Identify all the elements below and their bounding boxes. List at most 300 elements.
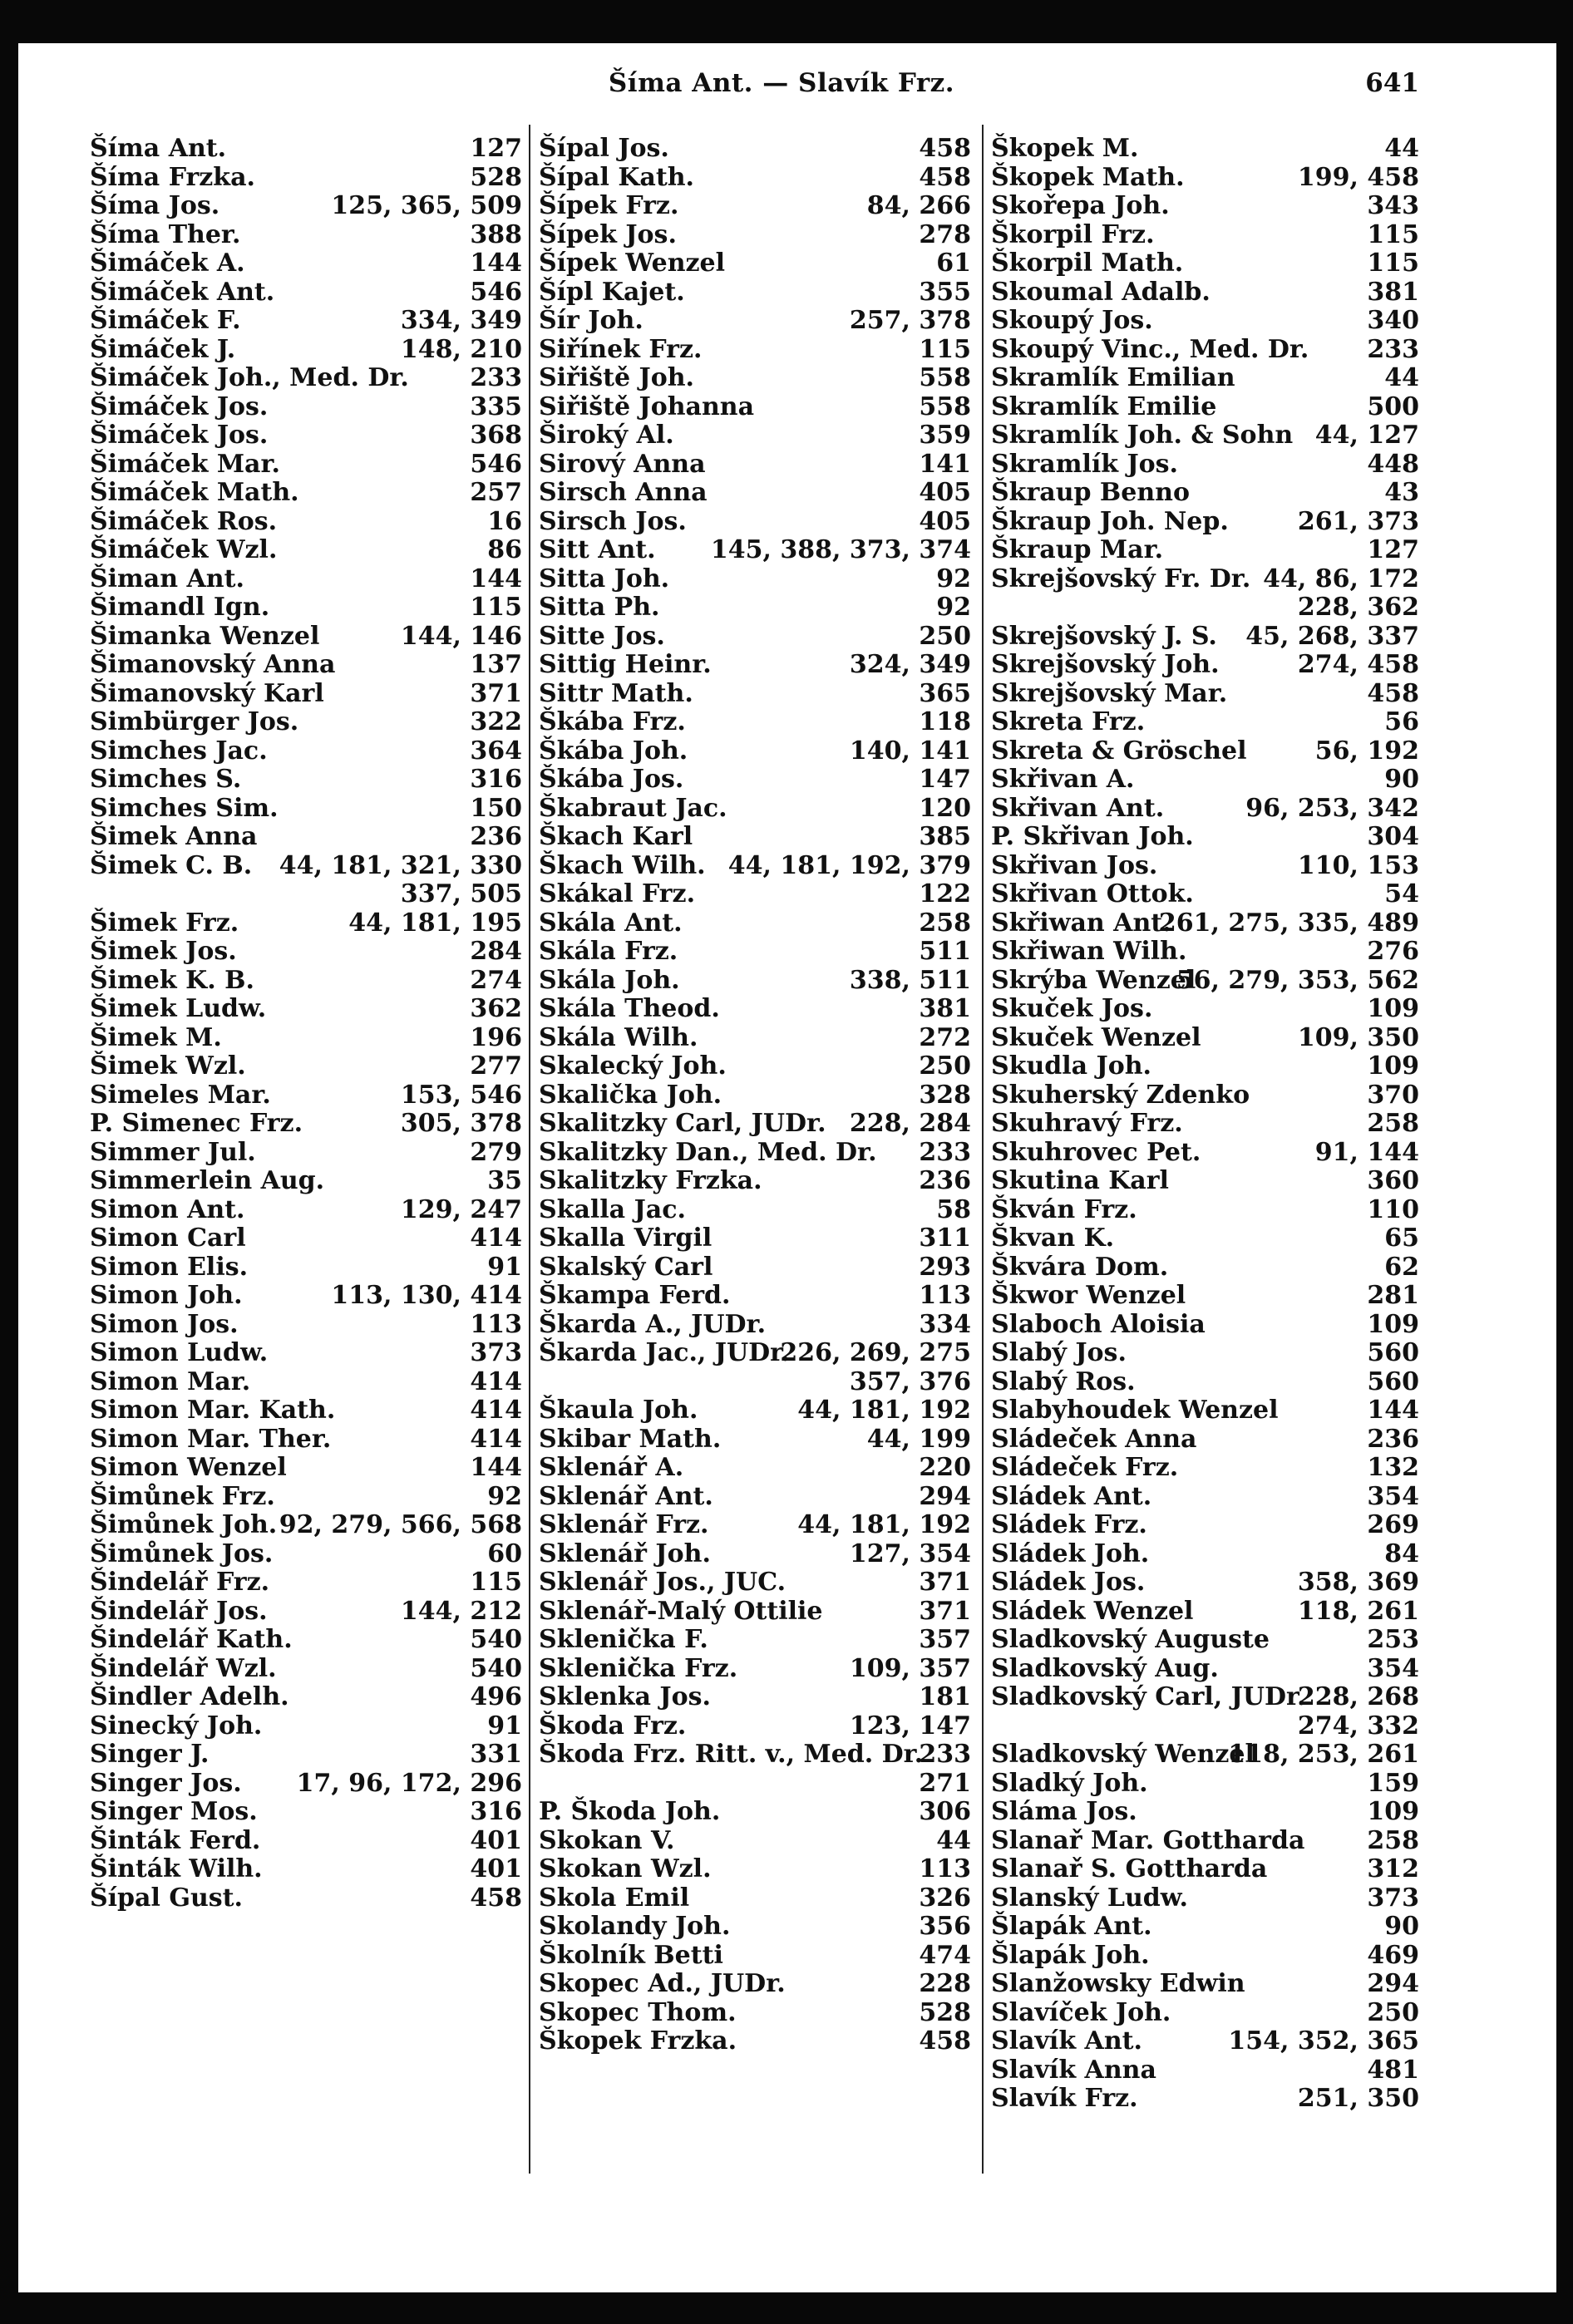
entry-pages: 560: [1367, 1366, 1419, 1396]
index-entry: [90, 164, 522, 193]
entry-name: Sklenička F.: [539, 1625, 708, 1654]
entry-pages: 414: [470, 1396, 522, 1425]
entry-name: Sladký Joh.: [991, 1768, 1148, 1798]
index-entry: [991, 479, 1419, 508]
entry-pages: 140, 141: [849, 736, 971, 766]
entry-pages: 304: [1367, 822, 1419, 851]
entry-pages: 113: [470, 1309, 522, 1339]
entry-pages: 113, 130, 414: [331, 1281, 522, 1310]
entry-pages: 405: [919, 478, 971, 507]
entry-name: Škába Jos.: [539, 765, 684, 794]
entry-pages: 236: [919, 1166, 971, 1195]
index-entry: [991, 249, 1419, 278]
scan-border-right: [1556, 0, 1573, 2324]
index-entry: [991, 1770, 1419, 1799]
entry-pages: 56: [1384, 707, 1419, 736]
index-entry: [991, 708, 1419, 737]
entry-name: Šimek C. B.: [90, 850, 253, 880]
index-entry: [90, 1224, 522, 1253]
index-entry: [539, 1425, 971, 1455]
entry-pages: 144: [470, 564, 522, 593]
entry-pages: 272: [919, 1022, 971, 1052]
entry-name: Šimáček Wzl.: [90, 535, 278, 564]
index-entry: [539, 1683, 971, 1712]
scan-border-top: [0, 0, 1573, 43]
entry-pages: 44, 181, 192: [797, 1510, 971, 1539]
entry-pages: 250: [919, 621, 971, 651]
index-entry: [539, 1741, 971, 1798]
entry-name: Sklenka Jos.: [539, 1682, 711, 1711]
index-entry: [539, 536, 971, 565]
entry-name: Skřivan Jos.: [991, 850, 1158, 880]
index-entry: [539, 1626, 971, 1655]
entry-pages: 118, 253, 261: [1228, 1740, 1419, 1769]
entry-pages: 253: [1367, 1625, 1419, 1654]
entry-pages-continued: 274, 332: [1297, 1711, 1419, 1741]
entry-pages: 558: [919, 363, 971, 392]
index-entry: [991, 766, 1419, 795]
entry-name: Škarda A., JUDr.: [539, 1309, 767, 1339]
entry-pages: 261, 373: [1297, 506, 1419, 536]
entry-pages: 458: [1367, 678, 1419, 708]
entry-name: Šíma Ant.: [90, 134, 227, 163]
index-entry: [90, 1741, 522, 1770]
entry-pages: 373: [470, 1338, 522, 1367]
entry-name: Šimek K. B.: [90, 965, 254, 995]
entry-pages: 458: [470, 1883, 522, 1913]
entry-name: Sklenář Joh.: [539, 1539, 711, 1568]
index-entry: [90, 1483, 522, 1512]
index-entry: [991, 1741, 1419, 1770]
entry-name: Simon Mar. Ther.: [90, 1424, 332, 1454]
entry-name: Šír Joh.: [539, 306, 644, 335]
index-entry: [539, 623, 971, 652]
index-entry: [90, 995, 522, 1024]
entry-name: Škopek M.: [991, 134, 1139, 163]
column-divider: [529, 125, 530, 2174]
index-entry: [991, 1655, 1419, 1684]
index-entry: [539, 852, 971, 881]
entry-name: Skreta & Gröschel: [991, 736, 1247, 766]
page-title: Šíma Ant. — Slavík Frz.: [608, 68, 955, 98]
entry-pages: 360: [1367, 1166, 1419, 1195]
index-entry: [90, 249, 522, 278]
index-entry: [90, 451, 522, 480]
entry-pages: 127: [470, 134, 522, 163]
index-entry: [539, 995, 971, 1024]
entry-pages: 368: [470, 421, 522, 450]
entry-pages: 358, 369: [1297, 1568, 1419, 1597]
entry-name: Šíma Jos.: [90, 191, 220, 220]
index-entry: [539, 393, 971, 422]
index-entry: [90, 1110, 522, 1139]
entry-pages: 414: [470, 1366, 522, 1396]
entry-name: Šípal Jos.: [539, 134, 669, 163]
entry-name: Šípal Gust.: [90, 1883, 243, 1913]
entry-name: Skřivan Ant.: [991, 793, 1165, 823]
entry-name: Šimáček F.: [90, 306, 241, 335]
entry-name: Školník Betti: [539, 1940, 723, 1970]
entry-name: Skuček Wenzel: [991, 1022, 1201, 1052]
index-entry: [539, 1339, 971, 1396]
entry-pages: 109: [1367, 1051, 1419, 1081]
entry-pages: 109: [1367, 994, 1419, 1023]
entry-pages: 141: [919, 449, 971, 479]
entry-pages: 448: [1367, 449, 1419, 479]
index-entry: [539, 249, 971, 278]
index-entry: [539, 278, 971, 308]
entry-name: Simon Ant.: [90, 1194, 245, 1224]
index-entry: [90, 565, 522, 594]
index-entry: [539, 1712, 971, 1741]
index-entry: [539, 967, 971, 996]
entry-pages: 144, 212: [400, 1596, 522, 1626]
entry-pages: 228, 284: [849, 1109, 971, 1138]
entry-pages: 118: [919, 707, 971, 736]
index-entry: [539, 909, 971, 938]
index-entry: [90, 737, 522, 766]
index-entry: [991, 565, 1419, 623]
index-entry: [991, 1568, 1419, 1598]
entry-name: Šimek Jos.: [90, 937, 237, 966]
entry-pages: 125, 365, 509: [331, 191, 522, 220]
entry-name: Šípal Kath.: [539, 162, 694, 192]
entry-pages: 144: [1367, 1396, 1419, 1425]
entry-name: Skramlík Joh. & Sohn: [991, 421, 1294, 450]
entry-pages: 305, 378: [400, 1109, 522, 1138]
entry-pages: 115: [919, 334, 971, 364]
entry-pages: 357: [919, 1625, 971, 1654]
entry-name: Slanžowsky Edwin: [991, 1969, 1245, 1998]
index-entry: [991, 909, 1419, 938]
entry-name: Skalitzky Dan., Med. Dr.: [539, 1137, 877, 1167]
entry-pages: 109: [1367, 1309, 1419, 1339]
index-entry: [539, 766, 971, 795]
entry-pages: 148, 210: [400, 334, 522, 364]
entry-pages: 381: [1367, 277, 1419, 307]
entry-pages: 371: [919, 1596, 971, 1626]
entry-name: Sitte Jos.: [539, 621, 665, 651]
entry-pages: 546: [470, 449, 522, 479]
entry-pages: 233: [1367, 334, 1419, 364]
index-entry: [90, 479, 522, 508]
entry-name: Šindler Adelh.: [90, 1682, 289, 1711]
entry-name: Skramlík Jos.: [991, 449, 1178, 479]
entry-pages: 258: [1367, 1109, 1419, 1138]
index-entry: [90, 1339, 522, 1368]
index-entry: [991, 1540, 1419, 1569]
entry-pages: 546: [470, 277, 522, 307]
entry-pages: 278: [919, 219, 971, 249]
entry-name: Simon Ludw.: [90, 1338, 269, 1367]
entry-pages: 311: [919, 1224, 971, 1253]
index-entry: [539, 1598, 971, 1627]
index-entry: [90, 307, 522, 336]
entry-name: Šiman Ant.: [90, 564, 244, 593]
entry-pages: 334, 349: [400, 306, 522, 335]
entry-pages: 328: [919, 1080, 971, 1110]
entry-pages: 500: [1367, 391, 1419, 421]
index-entry: [991, 1167, 1419, 1196]
entry-pages: 109, 357: [849, 1653, 971, 1683]
entry-pages: 44: [1384, 363, 1419, 392]
entry-pages: 354: [1367, 1481, 1419, 1511]
entry-name: Skřiwan Wilh.: [991, 937, 1187, 966]
entry-pages: 43: [1384, 478, 1419, 507]
entry-name: Slaboch Aloisia: [991, 1309, 1206, 1339]
index-entry: [991, 651, 1419, 680]
entry-pages: 340: [1367, 306, 1419, 335]
entry-name: Škvára Dom.: [991, 1252, 1169, 1282]
entry-name: Sklenář A.: [539, 1453, 684, 1482]
entry-name: Skála Joh.: [539, 965, 680, 995]
index-entry: [539, 1282, 971, 1311]
index-entry: [90, 336, 522, 365]
index-entry: [991, 508, 1419, 537]
index-entry: [539, 2027, 971, 2056]
index-column-2: [539, 135, 971, 2056]
index-entry: [539, 823, 971, 852]
entry-name: Šimáček J.: [90, 334, 236, 364]
index-entry: [991, 1224, 1419, 1253]
index-entry: [991, 451, 1419, 480]
entry-name: Skoumal Adalb.: [991, 277, 1211, 307]
entry-pages: 370: [1367, 1080, 1419, 1110]
index-entry: [991, 1913, 1419, 1942]
entry-pages: 65: [1384, 1224, 1419, 1253]
index-entry: [539, 1655, 971, 1684]
index-entry: [991, 364, 1419, 393]
entry-name: Škoda Frz.: [539, 1711, 687, 1741]
index-entry: [90, 1511, 522, 1540]
entry-name: Šimek M.: [90, 1022, 222, 1052]
index-entry: [991, 1454, 1419, 1483]
index-entry: [90, 1798, 522, 1827]
entry-pages: 44, 181, 321, 330: [279, 850, 522, 880]
index-entry: [90, 278, 522, 308]
index-entry: [539, 1913, 971, 1942]
entry-name: Siřínek Frz.: [539, 334, 703, 364]
entry-name: Šimůnek Frz.: [90, 1481, 275, 1511]
entry-name: Slanský Ludw.: [991, 1883, 1188, 1913]
entry-name: Šimáček Jos.: [90, 421, 269, 450]
entry-name: Šimek Frz.: [90, 908, 239, 938]
entry-name: Skála Wilh.: [539, 1022, 698, 1052]
entry-pages: 129, 247: [400, 1194, 522, 1224]
entry-name: Singer J.: [90, 1740, 210, 1769]
index-entry: [539, 593, 971, 623]
entry-pages-continued: 357, 376: [849, 1366, 971, 1396]
index-entry: [90, 1770, 522, 1799]
index-entry: [991, 536, 1419, 565]
entry-pages: 385: [919, 822, 971, 851]
index-entry: [90, 1454, 522, 1483]
entry-name: Siřiště Joh.: [539, 363, 695, 392]
index-entry: [90, 1196, 522, 1225]
entry-name: Škraup Joh. Nep.: [991, 506, 1229, 536]
entry-name: Sinecký Joh.: [90, 1711, 263, 1741]
entry-name: Skřiwan Ant.: [991, 908, 1171, 938]
entry-name: Skuček Jos.: [991, 994, 1153, 1023]
index-entry: [90, 364, 522, 393]
entry-name: Šimek Ludw.: [90, 994, 267, 1023]
entry-pages: 44, 127: [1314, 421, 1419, 450]
entry-name: Sitt Ant.: [539, 535, 656, 564]
entry-name: Slavík Anna: [991, 2055, 1156, 2085]
index-entry: [991, 1396, 1419, 1425]
entry-pages: 120: [919, 793, 971, 823]
entry-pages: 144, 146: [400, 621, 522, 651]
entry-name: Šípek Wenzel: [539, 249, 726, 278]
entry-name: Šimáček Jos.: [90, 391, 269, 421]
entry-pages: 44, 181, 192, 379: [727, 850, 971, 880]
entry-pages: 279: [470, 1137, 522, 1167]
entry-name: Šípl Kajet.: [539, 277, 685, 307]
index-entry: [539, 1396, 971, 1425]
entry-pages: 405: [919, 506, 971, 536]
index-entry: [991, 1511, 1419, 1540]
entry-name: Skibar Math.: [539, 1424, 722, 1454]
index-entry: [991, 1884, 1419, 1913]
index-entry: [991, 2027, 1419, 2056]
index-entry: [90, 192, 522, 221]
index-entry: [991, 938, 1419, 967]
entry-pages: 458: [919, 134, 971, 163]
index-entry: [991, 1683, 1419, 1741]
entry-pages-continued: 337, 505: [400, 879, 522, 908]
index-entry: [539, 1942, 971, 1971]
entry-pages: 334: [919, 1309, 971, 1339]
entry-name: Skramlík Emilian: [991, 363, 1235, 392]
entry-pages: 109: [1367, 1797, 1419, 1826]
index-entry: [991, 1483, 1419, 1512]
index-entry: [991, 1139, 1419, 1168]
index-entry: [991, 164, 1419, 193]
page-number: 641: [1365, 68, 1419, 98]
index-entry: [991, 135, 1419, 164]
entry-pages: 257, 378: [849, 306, 971, 335]
entry-name: Skalitzky Frzka.: [539, 1166, 762, 1195]
index-entry: [539, 1884, 971, 1913]
entry-pages: 115: [1367, 219, 1419, 249]
entry-pages: 371: [470, 678, 522, 708]
index-entry: [539, 479, 971, 508]
entry-name: Sladkovský Wenzel: [991, 1740, 1255, 1769]
index-entry: [539, 192, 971, 221]
index-entry: [991, 1253, 1419, 1283]
entry-pages: 326: [919, 1883, 971, 1913]
entry-name: Šimandl Ign.: [90, 593, 270, 622]
index-entry: [539, 221, 971, 250]
index-entry: [539, 1568, 971, 1598]
entry-name: Skalitzky Carl, JUDr.: [539, 1109, 826, 1138]
index-entry: [539, 364, 971, 393]
entry-pages: 257: [470, 478, 522, 507]
index-entry: [991, 278, 1419, 308]
index-entry: [991, 336, 1419, 365]
entry-pages: 558: [919, 391, 971, 421]
entry-name: Simches Sim.: [90, 793, 279, 823]
entry-name: Sklenář-Malý Ottilie: [539, 1596, 823, 1626]
index-entry: [90, 1311, 522, 1340]
index-entry: [90, 623, 522, 652]
entry-pages: 92: [936, 564, 971, 593]
entry-name: Škwor Wenzel: [991, 1281, 1186, 1310]
index-entry: [991, 995, 1419, 1024]
entry-pages: 123, 147: [849, 1711, 971, 1741]
entry-name: Sitta Joh.: [539, 564, 670, 593]
entry-pages: 58: [936, 1194, 971, 1224]
entry-pages: 528: [919, 1997, 971, 2027]
entry-pages: 16: [487, 506, 522, 536]
entry-pages: 44, 86, 172: [1263, 564, 1419, 593]
entry-pages: 343: [1367, 191, 1419, 220]
entry-name: Šíma Frzka.: [90, 162, 255, 192]
index-entry: [539, 737, 971, 766]
entry-name: Škach Karl: [539, 822, 693, 851]
entry-name: Skreta Frz.: [991, 707, 1146, 736]
entry-pages: 281: [1367, 1281, 1419, 1310]
entry-name: Singer Mos.: [90, 1797, 258, 1826]
entry-name: Skoupý Jos.: [991, 306, 1153, 335]
entry-pages: 56, 192: [1314, 736, 1419, 766]
index-entry: [991, 393, 1419, 422]
entry-pages: 540: [470, 1625, 522, 1654]
entry-name: Škarda Jac., JUDr.: [539, 1338, 790, 1367]
entry-pages: 371: [919, 1568, 971, 1597]
entry-pages: 115: [1367, 249, 1419, 278]
index-entry: [539, 565, 971, 594]
index-entry: [539, 307, 971, 336]
entry-pages: 294: [919, 1481, 971, 1511]
entry-pages: 294: [1367, 1969, 1419, 1998]
entry-pages: 113: [919, 1854, 971, 1883]
index-entry: [991, 1196, 1419, 1225]
entry-name: Simches S.: [90, 765, 242, 794]
entry-pages: 362: [470, 994, 522, 1023]
index-entry: [991, 1081, 1419, 1110]
entry-pages: 61: [936, 249, 971, 278]
entry-pages: 414: [470, 1224, 522, 1253]
entry-pages: 110, 153: [1297, 850, 1419, 880]
index-entry: [90, 1712, 522, 1741]
entry-name: Sitta Ph.: [539, 593, 660, 622]
entry-name: Sittr Math.: [539, 678, 693, 708]
index-entry: [539, 1167, 971, 1196]
index-entry: [991, 1052, 1419, 1081]
entry-pages: 122: [919, 879, 971, 908]
entry-name: Siřiště Johanna: [539, 391, 755, 421]
index-entry: [539, 1052, 971, 1081]
index-entry: [90, 1827, 522, 1856]
entry-name: Skrýba Wenzel: [991, 965, 1196, 995]
index-entry: [90, 1167, 522, 1196]
index-entry: [539, 135, 971, 164]
index-entry: [539, 1253, 971, 1283]
index-entry: [90, 909, 522, 938]
index-entry: [539, 1110, 971, 1139]
index-entry: [539, 938, 971, 967]
entry-name: Sládek Joh.: [991, 1539, 1150, 1568]
index-entry: [90, 1282, 522, 1311]
entry-name: Skořepa Joh.: [991, 191, 1170, 220]
entry-pages: 159: [1367, 1768, 1419, 1798]
entry-pages: 91, 144: [1314, 1137, 1419, 1167]
index-entry: [539, 421, 971, 451]
entry-pages: 276: [1367, 937, 1419, 966]
entry-name: Šindelář Jos.: [90, 1596, 268, 1626]
index-entry: [90, 823, 522, 852]
